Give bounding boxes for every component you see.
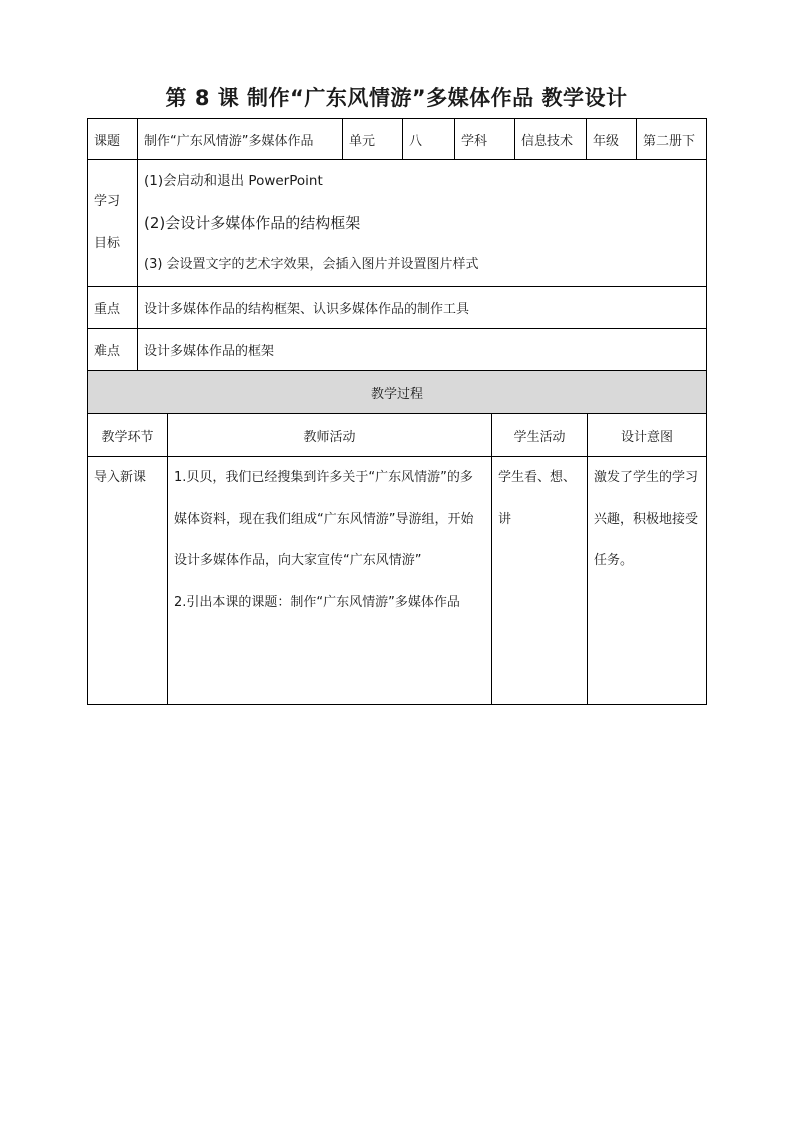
objectives-label-line2: 目标 — [94, 236, 121, 251]
objectives-content — [138, 160, 707, 287]
grade-label: 年级 — [587, 119, 637, 160]
subject-label: 学科 — [455, 119, 515, 160]
unit-value: 八 — [403, 119, 455, 160]
column-header: 教师活动 — [168, 414, 492, 457]
objective-item: (3) 会设置文字的艺术字效果，会插入图片并设置图片样式 — [144, 257, 479, 272]
column-header: 设计意图 — [588, 414, 707, 457]
key-points-row — [88, 287, 707, 329]
key-points-label: 重点 — [88, 287, 138, 329]
objective-item: (2)会设计多媒体作品的结构框架 — [144, 214, 361, 232]
table-row — [88, 457, 707, 705]
unit-label: 单元 — [343, 119, 403, 160]
grade-value: 第二册下 — [637, 119, 707, 160]
difficulties-label: 难点 — [88, 329, 138, 371]
topic-value: 制作“广东风情游”多媒体作品 — [138, 119, 343, 160]
student-activity-cell: 学生看、想、讲 — [492, 457, 588, 705]
topic-label: 课题 — [88, 119, 138, 160]
info-row — [88, 119, 707, 160]
teacher-activity-1: 1.贝贝，我们已经搜集到许多关于“广东风情游”的多媒体资料，现在我们组成“广东风情游”导游组，开始设计多媒体作品，向大家宣传“广东风情游” — [174, 470, 474, 568]
page-title: 第 8 课 制作“广东风情游”多媒体作品 教学设计 — [165, 86, 628, 110]
key-points-value: 设计多媒体作品的结构框架、认识多媒体作品的制作工具 — [138, 287, 707, 329]
design-intent-cell: 激发了学生的学习兴趣，积极地接受任务。 — [588, 457, 707, 705]
process-heading: 教学过程 — [88, 371, 707, 414]
subject-value: 信息技术 — [515, 119, 587, 160]
difficulties-value: 设计多媒体作品的框架 — [138, 329, 707, 371]
teaching-process-table — [87, 370, 707, 705]
column-header: 教学环节 — [88, 414, 168, 457]
objectives-label — [88, 160, 138, 287]
column-header: 学生活动 — [492, 414, 588, 457]
process-header-row — [88, 414, 707, 457]
stage-cell: 导入新课 — [88, 457, 168, 705]
lesson-info-table — [87, 118, 707, 371]
teacher-activity-cell — [168, 457, 492, 705]
objectives-label-line1: 学习 — [94, 194, 121, 209]
difficulties-row — [88, 329, 707, 371]
teacher-activity-2: 2.引出本课的课题：制作“广东风情游”多媒体作品 — [174, 594, 460, 610]
objective-item: (1)会启动和退出 PowerPoint — [144, 173, 323, 189]
objectives-row — [88, 160, 707, 287]
